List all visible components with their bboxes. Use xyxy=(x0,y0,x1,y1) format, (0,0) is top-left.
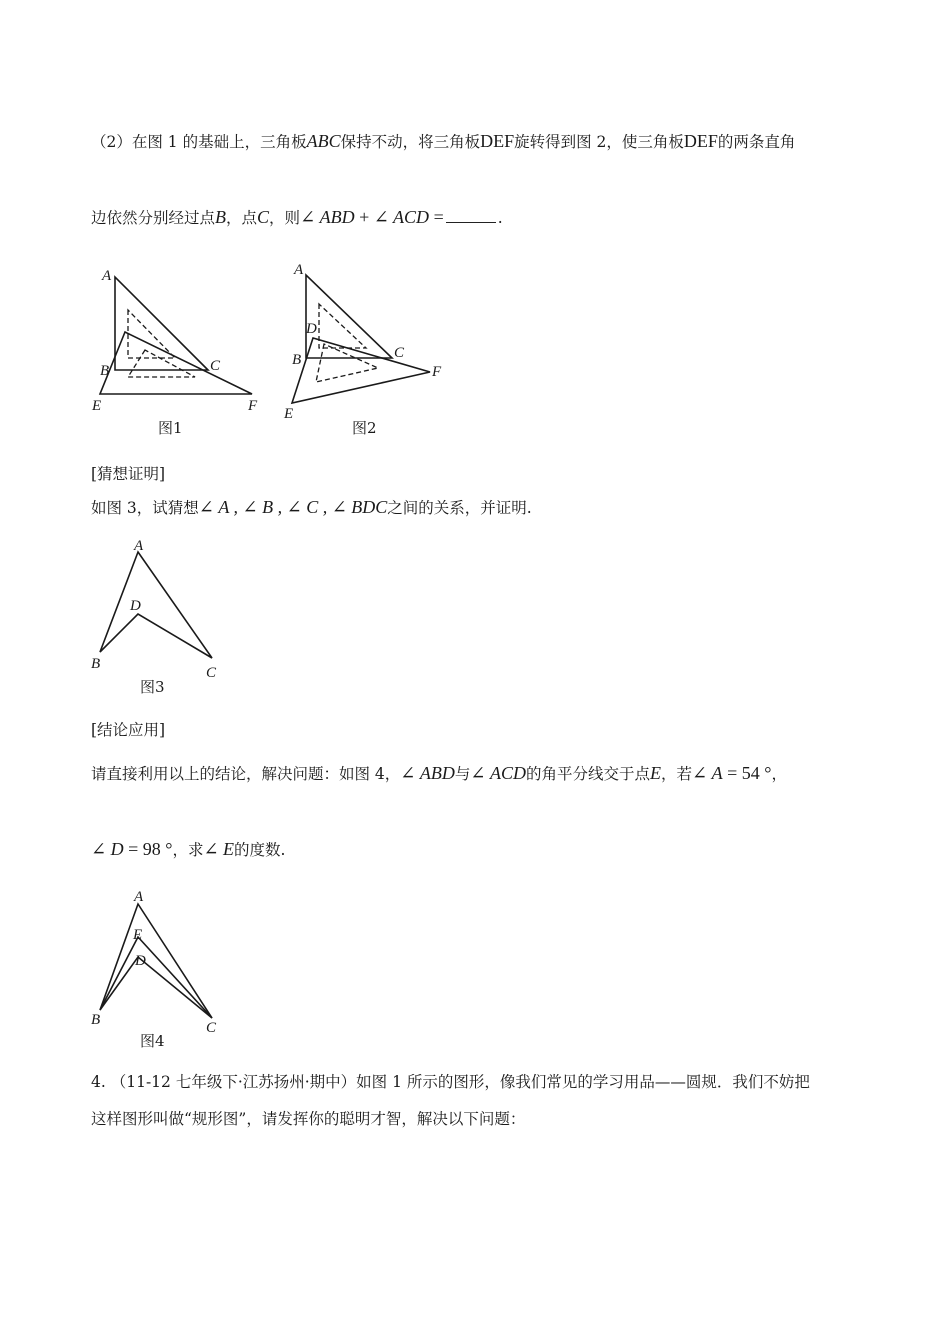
part2b-text1: 边依然分别经过点 xyxy=(91,209,216,227)
fig3-label-d: D xyxy=(130,598,141,614)
inner-dashed-def xyxy=(128,350,195,377)
point-b: B xyxy=(215,207,227,227)
guess-question xyxy=(91,496,532,518)
fig2-label-d: D xyxy=(306,321,317,337)
outer-shape-fig4 xyxy=(100,904,212,1018)
apply-angle-d-value: = 98 ° xyxy=(123,839,173,859)
fig2-label-b: B xyxy=(292,352,302,368)
triangle-def-fig2 xyxy=(292,338,430,403)
apply-text2: 的角平分线交于点 xyxy=(525,765,650,783)
section-guess-heading: [猜想证明] xyxy=(91,465,166,483)
triangle-abc-fig1 xyxy=(115,277,208,370)
inner-dashed-def-fig2 xyxy=(316,344,378,382)
fig1-caption: 图1 xyxy=(158,419,183,437)
figure-3 xyxy=(88,530,248,700)
guess-text1: 如图 3，试猜想 xyxy=(91,499,199,517)
apply-comma: ， xyxy=(771,765,787,783)
fig4-label-e: E xyxy=(133,927,143,943)
triangle-def-fig1 xyxy=(100,332,252,394)
fig1-label-c: C xyxy=(210,358,221,374)
part2b-end: . xyxy=(497,209,503,227)
fig1-label-f: F xyxy=(248,398,258,414)
part2-line1 xyxy=(91,130,795,152)
fig4-label-c: C xyxy=(206,1020,217,1036)
inner-dashed-abc xyxy=(128,310,175,358)
apply-point-e: E xyxy=(650,763,661,783)
apply-angle-acd: ∠ ACD xyxy=(470,763,526,783)
angle-abd: ∠ ABD xyxy=(300,207,355,227)
fig3-caption: 图3 xyxy=(140,678,165,696)
def-label-1: DEF xyxy=(480,131,515,151)
apply2-text2: 的度数. xyxy=(234,841,286,859)
apply-line1 xyxy=(91,762,787,784)
fig2-caption: 图2 xyxy=(352,419,377,437)
section-apply-heading: [结论应用] xyxy=(91,721,166,739)
apply-line2 xyxy=(91,838,285,860)
fig1-label-e: E xyxy=(92,398,102,414)
fig4-caption: 图4 xyxy=(140,1032,165,1050)
apply-angle-a-value: = 54 ° xyxy=(722,763,772,783)
apply-angle-d: ∠ D xyxy=(91,839,124,859)
fig4-label-b: B xyxy=(91,1012,101,1028)
point-c: C xyxy=(257,207,270,227)
fig2-label-c: C xyxy=(394,345,405,361)
fig3-label-a: A xyxy=(134,538,144,554)
equals-sign: = xyxy=(429,207,444,227)
part2-mid1: 保持不动，将三角板 xyxy=(340,133,481,151)
def-label-2: DEF xyxy=(683,131,718,151)
apply2-text1: ，求 xyxy=(172,841,204,859)
apply-with: 与 xyxy=(454,765,471,783)
part2b-text3: ，则 xyxy=(269,209,301,227)
part2-mid2: 旋转得到图 2，使三角板 xyxy=(514,133,684,151)
apply-angle-e: ∠ E xyxy=(203,839,235,859)
apply-text1: 请直接利用以上的结论，解决问题：如图 4， xyxy=(91,765,401,783)
plus-sign: + xyxy=(354,207,374,227)
fig3-label-c: C xyxy=(206,665,217,681)
fig2-label-f: F xyxy=(432,364,442,380)
figure-1 xyxy=(90,262,270,442)
figure-4 xyxy=(88,882,248,1062)
fig1-label-a: A xyxy=(102,268,112,284)
apply-text3: ，若 xyxy=(661,765,693,783)
fig2-label-e: E xyxy=(284,406,294,422)
bisector-b-e xyxy=(100,937,212,1018)
answer-blank xyxy=(446,208,496,223)
part2-suffix: 的两条直角 xyxy=(717,133,796,151)
apply-angle-abd: ∠ ABD xyxy=(400,763,455,783)
apply-angle-a: ∠ A xyxy=(692,763,723,783)
q4-line1: 4. （11-12 七年级下·江苏扬州·期中）如图 1 所示的图形，像我们常见的学习用品——圆规．我们不妨把 xyxy=(91,1073,810,1091)
figure-2 xyxy=(282,260,462,440)
fig4-label-a: A xyxy=(134,889,144,905)
abc-label: ABC xyxy=(306,131,341,151)
concave-quad-fig3 xyxy=(100,552,212,658)
part2b-text2: ，点 xyxy=(226,209,258,227)
fig4-label-d: D xyxy=(135,953,146,969)
guess-text2: 之间的关系，并证明. xyxy=(387,499,532,517)
guess-angles: ∠ A , ∠ B , ∠ C , ∠ BDC xyxy=(198,497,388,517)
fig3-label-b: B xyxy=(91,656,101,672)
part2-line2 xyxy=(91,206,503,228)
fig1-label-b: B xyxy=(100,363,110,379)
fig2-label-a: A xyxy=(294,262,304,278)
q4-line2: 这样图形叫做“规形图”，请发挥你的聪明才智，解决以下问题： xyxy=(91,1110,526,1128)
angle-acd: ∠ ACD xyxy=(373,207,430,227)
part2-prefix: （2）在图 1 的基础上，三角板 xyxy=(91,133,307,151)
